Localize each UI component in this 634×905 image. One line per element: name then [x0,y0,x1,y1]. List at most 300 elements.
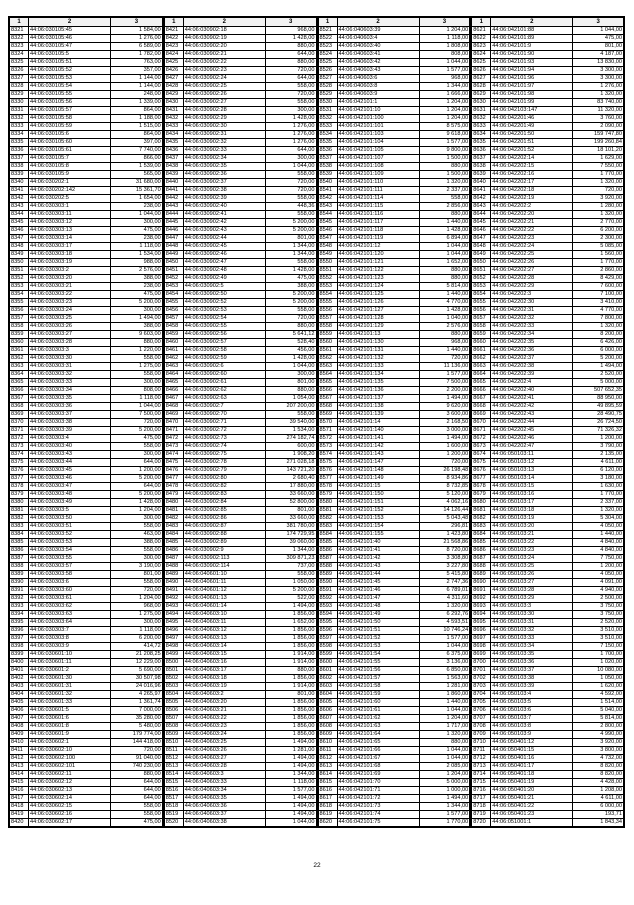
value-cell: 1 717,00 [419,723,470,731]
table-row [10,611,163,619]
table-row [10,219,163,227]
cadastral-number-cell: 44:06:030601:30 [29,675,111,683]
value-cell: 2 135,00 [573,451,624,459]
cadastral-number-cell: 44:06:030902:75 [183,451,265,459]
row-number-cell: 8438 [164,163,183,171]
table-row [10,467,163,475]
table-row [318,251,470,259]
row-number-cell: 8348 [10,243,29,251]
value-cell: 507 652,35 [573,387,624,395]
row-number-cell: 8644 [472,211,491,219]
table-row [164,667,316,675]
row-number-cell: 8474 [164,451,183,459]
value-cell: 880,00 [265,667,316,675]
cadastral-number-cell: 44:06:030303:40 [29,443,111,451]
table-row [10,667,163,675]
table-row [164,651,316,659]
value-cell: 5 814,00 [419,283,470,291]
row-number-cell: 8538 [318,163,337,171]
value-cell: 21 568,86 [419,539,470,547]
value-cell: 475,00 [111,435,163,443]
cadastral-number-cell: 44:06:050401:22 [491,803,573,811]
table-row [164,211,316,219]
cadastral-number-cell: 44:06:042101:42 [337,555,419,563]
cadastral-number-cell: 44:06:030602:17 [29,819,111,827]
row-number-cell: 8423 [164,43,183,51]
row-number-cell: 8615 [318,779,337,787]
row-number-cell: 8575 [318,459,337,467]
cadastral-number-cell: 44:06:040603:24 [183,731,265,739]
row-number-cell: 8707 [472,715,491,723]
table-row [472,515,624,523]
row-number-cell: 8580 [318,499,337,507]
table-row [164,251,316,259]
row-number-cell: 8411 [10,747,29,755]
row-number-cell: 8516 [164,787,183,795]
cadastral-number-cell: 44:06:040603:36 [183,803,265,811]
row-number-cell: 8420 [10,819,29,827]
table-row [10,491,163,499]
value-cell: 5 415,80 [419,571,470,579]
row-number-cell: 8329 [10,91,29,99]
cadastral-number-cell: 44:06:050103:34 [491,643,573,651]
value-cell: 52 800,00 [265,499,316,507]
value-cell: 11 320,00 [573,107,624,115]
value-cell: 159 747,80 [573,131,624,139]
table-row [472,795,624,803]
table-row [164,643,316,651]
table-row [164,707,316,715]
value-cell: 1 276,00 [265,123,316,131]
value-cell: 300,00 [111,379,163,387]
row-number-cell: 8500 [164,659,183,667]
cadastral-number-cell: 44:06:050103:15 [491,483,573,491]
table-row [472,379,624,387]
table-row [472,139,624,147]
value-cell: 5 200,00 [111,491,163,499]
cadastral-number-cell: 44:06:030902:31 [183,131,265,139]
table-row [10,603,163,611]
table-row [10,291,163,299]
table-row [164,259,316,267]
cadastral-number-cell: 44:06:042202:45 [491,427,573,435]
row-number-cell: 8419 [10,811,29,819]
value-cell: 475,00 [111,819,163,827]
table-row [472,651,624,659]
column-header: 3 [573,18,624,27]
cadastral-number-cell: 44:06:030902:58 [183,347,265,355]
row-number-cell: 8590 [318,579,337,587]
column-header: 2 [337,18,419,27]
cadastral-number-cell: 44:06:042101:120 [337,251,419,259]
cadastral-number-cell: 44:06:040603:27 [183,755,265,763]
cadastral-number-cell: 44:06:030601:2 [29,667,111,675]
value-cell: 207 200,00 [265,403,316,411]
value-cell: 1 914,00 [265,683,316,691]
row-number-cell: 8585 [318,539,337,547]
cadastral-number-cell: 44:06:042202:41 [491,395,573,403]
table-row [164,619,316,627]
value-cell: 10 080,00 [573,667,624,675]
value-cell: 193,71 [573,811,624,819]
row-number-cell: 8357 [10,315,29,323]
row-number-cell: 8678 [472,483,491,491]
value-cell: 1 428,00 [265,267,316,275]
row-number-cell: 8628 [472,83,491,91]
row-number-cell: 8505 [164,699,183,707]
cadastral-number-cell: 44:06:042101:46 [337,587,419,595]
cadastral-number-cell: 44:06:030902:36 [183,171,265,179]
value-cell: 988,00 [111,259,163,267]
value-cell: 720,00 [573,187,624,195]
row-number-cell: 8452 [164,275,183,283]
cadastral-number-cell: 44:06:050103:8 [491,723,573,731]
cadastral-number-cell: 44:06:042101:151 [337,499,419,507]
table-row [472,259,624,267]
row-number-cell: 8616 [318,787,337,795]
cadastral-number-cell: 44:06:040603:39 [337,27,419,35]
value-cell: 5 304,00 [573,515,624,523]
cadastral-number-cell: 44:06:030902:60 [183,371,265,379]
table-row [472,787,624,795]
row-number-cell: 8702 [472,675,491,683]
table-row [164,195,316,203]
table-row [318,763,470,771]
cadastral-number-cell: 44:06:040603:42 [337,59,419,67]
table-row [318,411,470,419]
table-row [164,731,316,739]
row-number-cell: 8637 [472,155,491,163]
row-number-cell: 8716 [472,787,491,795]
table-row [318,571,470,579]
row-number-cell: 8704 [472,691,491,699]
table-row [10,507,163,515]
cadastral-number-cell: 44:06:030303:64 [29,619,111,627]
value-cell: 5 200,00 [111,475,163,483]
cadastral-number-cell: 44:06:042202:30 [491,299,573,307]
value-cell: 300,00 [111,451,163,459]
table-row [10,451,163,459]
value-cell: 6 894,00 [419,235,470,243]
row-number-cell: 8331 [10,107,29,115]
value-cell: 1 856,00 [265,627,316,635]
table-row [318,43,470,51]
cadastral-number-cell: 44:06:030105:56 [29,99,111,107]
row-number-cell: 8390 [10,579,29,587]
value-cell: 1 204,00 [419,27,470,35]
table-row [318,803,470,811]
row-number-cell: 8699 [472,651,491,659]
value-cell: 880,00 [419,739,470,747]
cadastral-number-cell: 44:06:042101:47 [337,595,419,603]
cadastral-number-cell: 44:06:030105:5 [29,51,111,59]
cadastral-number-cell: 44:06:050103:17 [491,499,573,507]
row-number-cell: 8649 [472,251,491,259]
table-row [164,555,316,563]
cadastral-number-cell: 44:06:050103:14 [491,475,573,483]
row-number-cell: 8606 [318,707,337,715]
cadastral-number-cell: 44:06:042202:26 [491,259,573,267]
value-cell: 1 044,00 [419,707,470,715]
cadastral-number-cell: 44:06:042101:44 [337,571,419,579]
value-cell: 5 814,00 [573,715,624,723]
table-row [164,131,316,139]
cadastral-number-cell: 44:06:030601:9 [29,731,111,739]
table-row [472,683,624,691]
cadastral-number-cell: 44:06:042101:136 [337,387,419,395]
row-number-cell: 8574 [318,451,337,459]
row-number-cell: 8620 [318,819,337,827]
row-number-cell: 8583 [318,523,337,531]
value-cell: 5 120,00 [419,491,470,499]
cadastral-number-cell: 44:06:050401:16 [491,755,573,763]
cadastral-number-cell: 44:06:042101:74 [337,811,419,819]
table-row [318,243,470,251]
table-row [318,507,470,515]
cadastral-number-cell: 44:06:030902:25 [183,83,265,91]
value-cell: 5 040,00 [573,707,624,715]
row-number-cell: 8578 [318,483,337,491]
cadastral-number-cell: 44:06:042101:121 [337,259,419,267]
cadastral-number-cell: 44:06:030601:8 [29,723,111,731]
value-cell: 1 344,00 [419,83,470,91]
value-cell: 39 540,00 [265,419,316,427]
row-number-cell: 8562 [318,355,337,363]
row-number-cell: 8484 [164,531,183,539]
value-cell: 174 729,95 [265,531,316,539]
table-row [318,579,470,587]
cadastral-number-cell: 44:06:040603:22 [183,715,265,723]
cadastral-number-cell: 44:06:030202:1 [29,179,111,187]
column-header: 3 [111,18,163,27]
cadastral-number-cell: 44:06:030303:12 [29,219,111,227]
value-cell: 1 275,00 [111,611,163,619]
cadastral-number-cell: 44:06:042101:130 [337,339,419,347]
table-row [164,283,316,291]
row-number-cell: 8404 [10,691,29,699]
value-cell: 475,00 [111,291,163,299]
value-cell: 1 500,00 [419,171,470,179]
table-row [164,315,316,323]
header-row [318,18,470,27]
cadastral-number-cell: 44:06:042101:72 [337,795,419,803]
row-number-cell: 8443 [164,203,183,211]
cadastral-number-cell: 44:06:050103:27 [491,579,573,587]
row-number-cell: 8551 [318,267,337,275]
value-cell: 1 534,00 [111,251,163,259]
table-row [472,491,624,499]
value-cell: 864,00 [111,131,163,139]
row-number-cell: 8647 [472,235,491,243]
table-row [318,131,470,139]
cadastral-number-cell: 44:06:050103:37 [491,667,573,675]
cadastral-number-cell: 44:06:042202:29 [491,283,573,291]
value-cell: 1 204,00 [419,715,470,723]
cadastral-number-cell: 44:06:042202:18 [491,187,573,195]
table-row [164,795,316,803]
row-number-cell: 8485 [164,539,183,547]
row-number-cell: 8417 [10,795,29,803]
value-cell: 8 934,86 [419,475,470,483]
row-number-cell: 8376 [10,467,29,475]
row-number-cell: 8405 [10,699,29,707]
cadastral-number-cell: 44:06:050401:19 [491,779,573,787]
cadastral-number-cell: 44:06:042101:127 [337,307,419,315]
table-row [472,819,624,827]
value-cell: 475,00 [573,35,624,43]
row-number-cell: 8321 [10,27,29,35]
row-number-cell: 8713 [472,763,491,771]
row-number-cell: 8658 [472,323,491,331]
row-number-cell: 8476 [164,467,183,475]
cadastral-number-cell: 44:06:040603:6 [337,75,419,83]
cadastral-number-cell: 44:06:042101:141 [337,435,419,443]
table-row [318,91,470,99]
table-row [10,211,163,219]
value-cell: 448,36 [265,203,316,211]
row-number-cell: 8587 [318,555,337,563]
table-row [164,139,316,147]
row-number-cell: 8464 [164,371,183,379]
table-row [164,43,316,51]
row-number-cell: 8670 [472,419,491,427]
row-number-cell: 8425 [164,59,183,67]
table-row [318,267,470,275]
cadastral-number-cell: 44:06:030303:31 [29,363,111,371]
table-row [10,107,163,115]
table-row [472,451,624,459]
cadastral-number-cell: 44:06:042101:125 [337,291,419,299]
cadastral-number-cell: 44:06:030105:55 [29,91,111,99]
value-cell: 1 118,00 [111,395,163,403]
cadastral-number-cell: 44:06:030303:17 [29,243,111,251]
value-cell: 808,00 [419,51,470,59]
row-number-cell: 8546 [318,227,337,235]
value-cell: 1 204,00 [419,771,470,779]
cadastral-number-cell: 44:06:042101:116 [337,211,419,219]
value-cell: 720,00 [111,587,163,595]
value-cell: 558,00 [111,443,163,451]
cadastral-number-cell: 44:06:030902:54 [183,315,265,323]
cadastral-number-cell: 44:06:050401:20 [491,787,573,795]
cadastral-number-cell: 44:06:042201:50 [491,131,573,139]
table-row [10,811,163,819]
value-cell: 6 000,00 [573,803,624,811]
row-number-cell: 8564 [318,371,337,379]
cadastral-number-cell: 44:06:042101:99 [491,99,573,107]
cadastral-number-cell: 44:06:030303:39 [29,427,111,435]
row-number-cell: 8364 [10,371,29,379]
table-row [10,395,163,403]
value-cell: 24 016,96 [111,683,163,691]
cadastral-number-cell: 44:06:030601:5 [29,707,111,715]
value-cell: 1 494,00 [419,395,470,403]
value-cell: 3 227,80 [419,563,470,571]
table-row [10,555,163,563]
value-cell: 1 044,00 [573,27,624,35]
table-row [164,275,316,283]
row-number-cell: 8437 [164,155,183,163]
table-row [164,147,316,155]
value-cell: 2 520,00 [573,371,624,379]
cadastral-number-cell: 44:06:042101:132 [337,355,419,363]
value-cell: 5 200,00 [111,299,163,307]
value-cell: 1 440,00 [419,699,470,707]
value-cell: 1 320,00 [573,507,624,515]
cadastral-number-cell: 44:06:042202:44 [491,419,573,427]
cadastral-number-cell: 44:06:040603:34 [183,787,265,795]
cadastral-number-cell: 44:06:042101:135 [337,379,419,387]
row-number-cell: 8439 [164,171,183,179]
row-number-cell: 8386 [10,547,29,555]
row-number-cell: 8445 [164,219,183,227]
value-cell: 1 276,00 [265,139,316,147]
value-cell: 1 914,00 [265,651,316,659]
table-row [318,755,470,763]
cadastral-number-cell: 44:06:042101:68 [337,763,419,771]
cadastral-number-cell: 44:06:042202:47 [491,443,573,451]
row-number-cell: 8395 [10,619,29,627]
row-number-cell: 8403 [10,683,29,691]
cadastral-number-cell: 44:06:042101:1 [337,99,419,107]
row-number-cell: 8515 [164,779,183,787]
row-number-cell: 8428 [164,83,183,91]
row-number-cell: 8435 [164,139,183,147]
table-row [164,379,316,387]
value-cell: 1 843,34 [573,819,624,827]
cadastral-number-cell: 44:06:042202:34 [491,331,573,339]
table-row [472,667,624,675]
row-number-cell: 8458 [164,323,183,331]
cadastral-number-cell: 44:06:050103:20 [491,523,573,531]
table-row [10,739,163,747]
cadastral-number-cell: 44:06:030902:47 [183,259,265,267]
table-row [164,587,316,595]
row-number-cell: 8495 [164,619,183,627]
cadastral-number-cell: 44:06:042201:51 [491,139,573,147]
value-cell: 1 770,00 [573,259,624,267]
column-header: 1 [318,18,337,27]
cadastral-number-cell: 44:06:040603:21 [183,707,265,715]
cadastral-number-cell: 44:06:040603:15 [183,651,265,659]
cadastral-number-cell: 44:06:030105:51 [29,59,111,67]
table-row [10,595,163,603]
cadastral-number-cell: 44:06:042101:101 [337,123,419,131]
table-row [164,547,316,555]
table-row [318,35,470,43]
cadastral-number-cell: 44:06:030105:52 [29,67,111,75]
row-number-cell: 8352 [10,275,29,283]
value-cell: 1 860,00 [419,691,470,699]
value-cell: 300,00 [111,619,163,627]
value-cell: 1 276,00 [265,131,316,139]
row-number-cell: 8560 [318,339,337,347]
cadastral-number-cell: 44:06:042101:119 [337,235,419,243]
value-cell: 1 856,00 [265,699,316,707]
table-row [472,227,624,235]
row-number-cell: 8528 [318,83,337,91]
value-cell: 1 144,00 [111,75,163,83]
cadastral-number-cell: 44:06:030601:11 [29,659,111,667]
table-row [10,179,163,187]
cadastral-number-cell: 44:06:030303:25 [29,315,111,323]
value-cell: 143 721,20 [265,467,316,475]
cadastral-number-cell: 44:06:042103:147 [491,107,573,115]
table-row [472,35,624,43]
table-row [318,211,470,219]
value-cell: 740 230,00 [111,763,163,771]
table-row [10,115,163,123]
